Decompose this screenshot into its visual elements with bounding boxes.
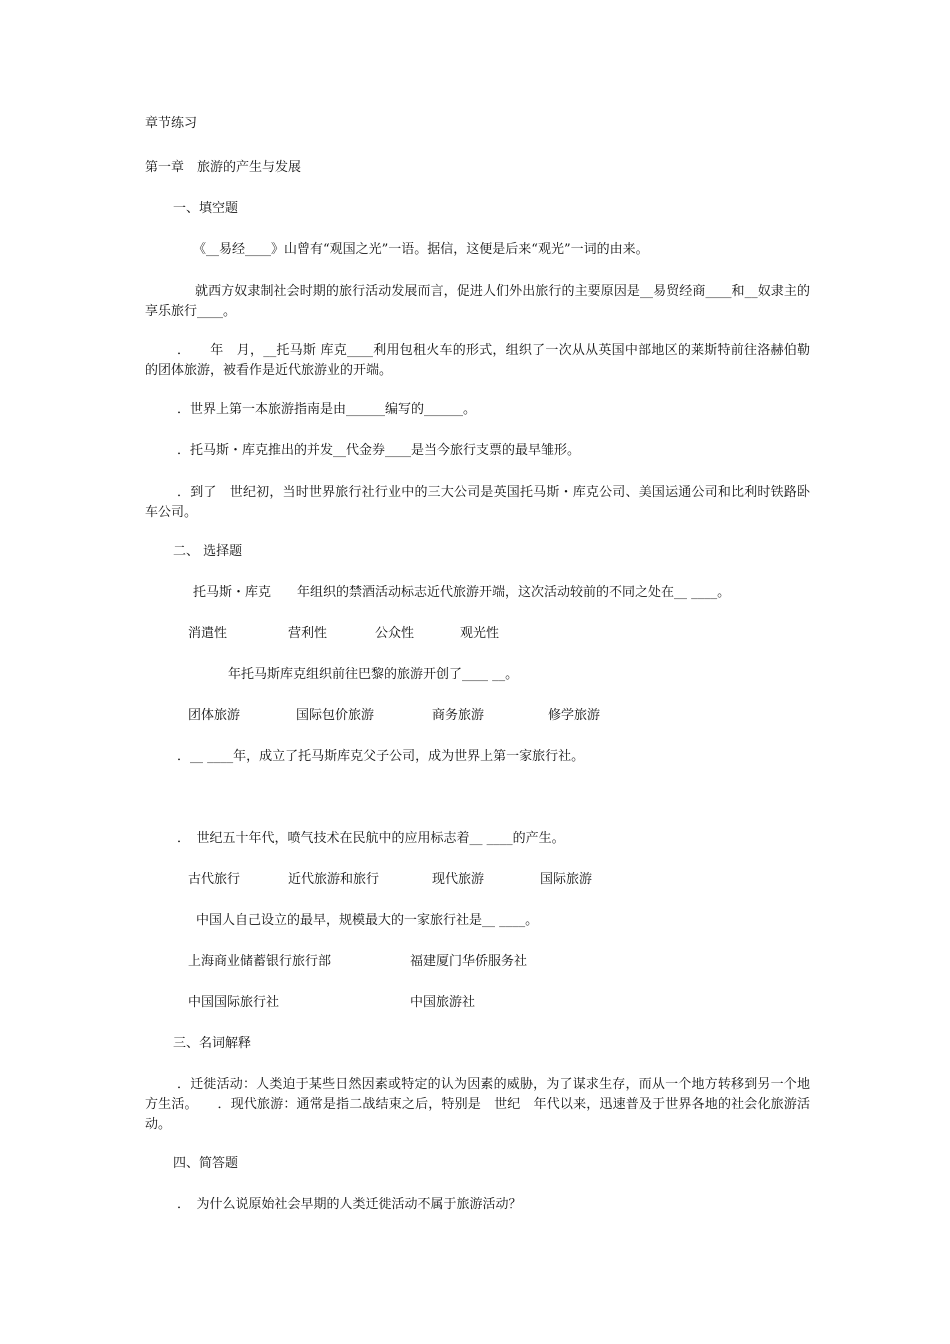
choice-4-option-c: 现代旅游 <box>432 872 485 887</box>
choice-2-option-d: 修学旅游 <box>548 708 601 723</box>
choice-1-option-d: 观光性 <box>460 626 500 641</box>
doc-title: 章节练习 <box>145 116 198 131</box>
choice-question-5: 中国人自己设立的最早，规模最大的一家旅行社是__ ____。 <box>196 913 539 928</box>
fill-question-5: ．托马斯・库克推出的并发__代金券____是当今旅行支票的最早雏形。 <box>177 443 581 458</box>
short-question-1: ． 为什么说原始社会早期的人类迁徙活动不属于旅游活动？ <box>177 1197 522 1212</box>
choice-4-option-d: 国际旅游 <box>540 872 593 887</box>
chapter-heading: 第一章 旅游的产生与发展 <box>145 160 302 175</box>
choice-1-option-a: 消遣性 <box>188 626 228 641</box>
section-terms-heading: 三、名词解释 <box>173 1036 252 1051</box>
choice-question-1: 托马斯・库克 年组织的禁酒活动标志近代旅游开端，这次活动较前的不同之处在__ ____。 <box>193 585 731 600</box>
fill-question-2: 就西方奴隶制社会时期的旅行活动发展而言，促进人们外出旅行的主要原因是__易贸经商____和__奴隶主的享乐旅行____。 <box>145 284 810 319</box>
choice-5-option-d: 中国旅游社 <box>410 995 476 1010</box>
section-choice-heading: 二、 选择题 <box>173 544 243 559</box>
choice-5-option-c: 中国国际旅行社 <box>188 995 280 1010</box>
choice-1-option-c: 公众性 <box>375 626 415 641</box>
choice-5-option-b: 福建厦门华侨服务社 <box>410 954 528 969</box>
section-fill-heading: 一、填空题 <box>173 201 239 216</box>
choice-question-2: 年托马斯库克组织前往巴黎的旅游开创了____ __。 <box>228 667 519 682</box>
choice-question-3: ．__ ____年，成立了托马斯库克父子公司，成为世界上第一家旅行社。 <box>177 749 585 764</box>
fill-question-3: ． 年 月，__托马斯 库克____利用包租火车的形式，组织了一次从从英国中部地区的莱斯特前往洛赫伯勒的团体旅游，被看作是近代旅游业的开端。 <box>145 343 810 378</box>
terms-definitions: ．迁徙活动：人类迫于某些日然因素或特定的认为因素的威胁，为了谋求生存，而从一个地方转移到另一个地方生活。 ．现代旅游：通常是指二战结束之后，特别是 世纪 年代以来，迅速普及于世界各地的社会化旅游活动。 <box>145 1077 810 1132</box>
choice-4-option-b: 近代旅游和旅行 <box>288 872 380 887</box>
section-short-heading: 四、简答题 <box>173 1156 239 1171</box>
choice-2-option-a: 团体旅游 <box>188 708 241 723</box>
choice-2-option-b: 国际包价旅游 <box>296 708 375 723</box>
fill-question-1: 《__易经____》山曾有“观国之光”一语。据信，这便是后来“观光”一词的由来。 <box>193 242 649 257</box>
fill-question-4: ．世界上第一本旅游指南是由______编写的______。 <box>177 402 477 417</box>
choice-4-option-a: 古代旅行 <box>188 872 241 887</box>
choice-question-4: ． 世纪五十年代，喷气技术在民航中的应用标志着__ ____的产生。 <box>177 831 565 846</box>
choice-2-option-c: 商务旅游 <box>432 708 485 723</box>
choice-1-option-b: 营利性 <box>288 626 328 641</box>
choice-5-option-a: 上海商业储蓄银行旅行部 <box>188 954 332 969</box>
fill-question-6: ．到了 世纪初，当时世界旅行社行业中的三大公司是英国托马斯・库克公司、美国运通公司和比利时铁路卧车公司。 <box>145 485 810 520</box>
